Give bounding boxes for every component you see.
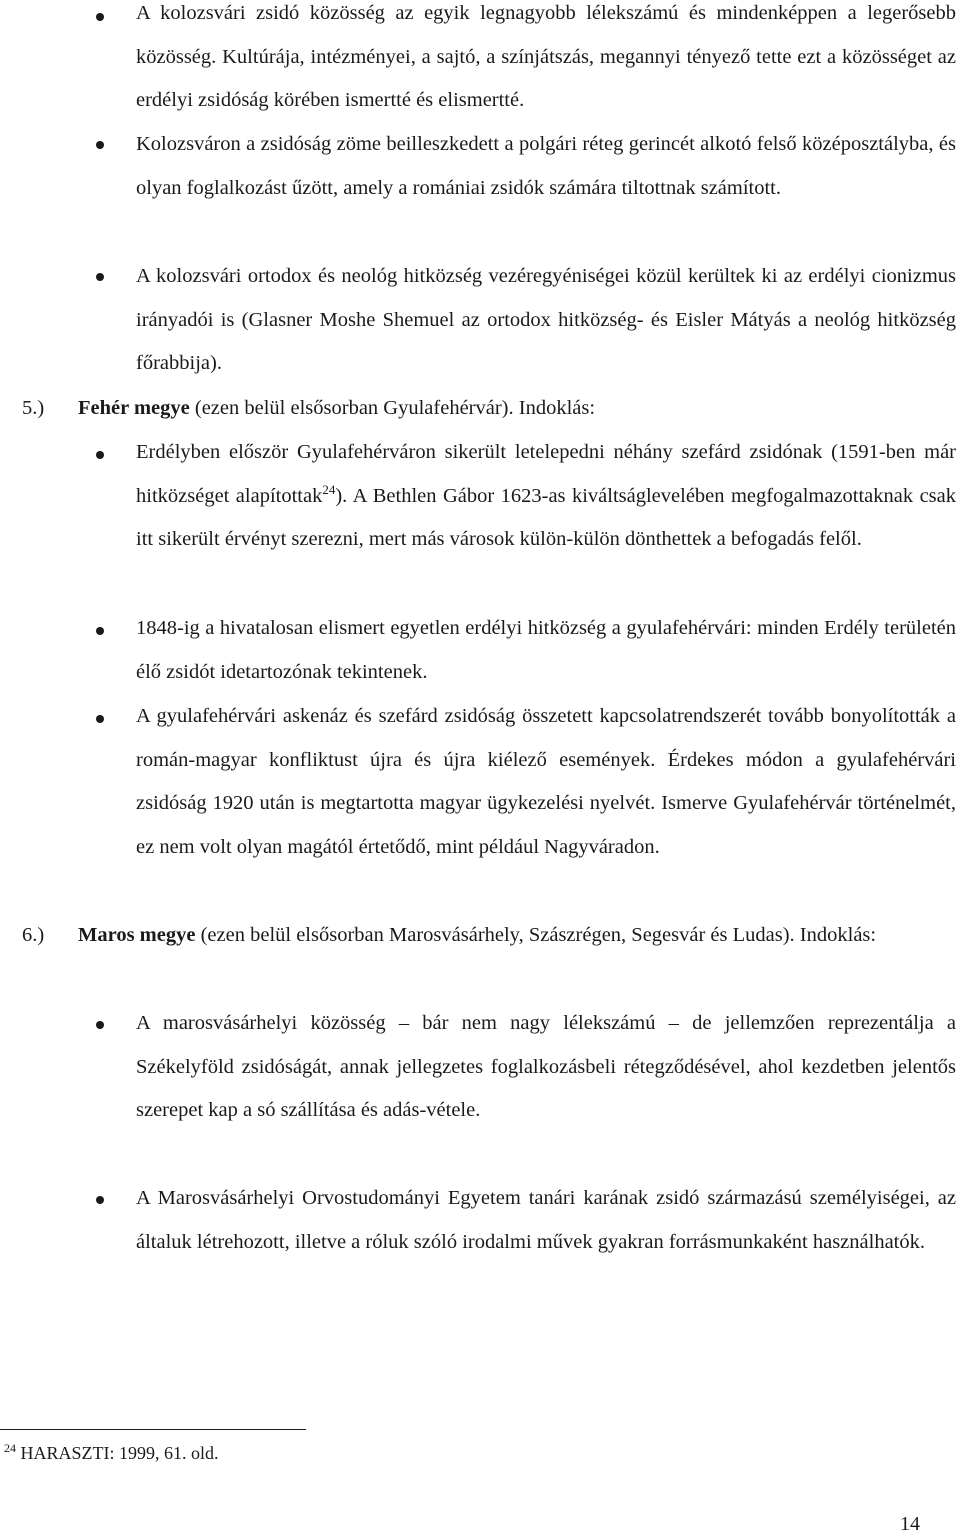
section-number: 5.) [22,397,45,419]
list-item: A marosvásárhelyi közösség – bár nem nagy lélekszámú – de jellemzően reprezentálja a Székelyföld zsidóságát, annak jellegzetes foglalkozásbeli rétegződésével, ahol kezdetben jelentős szerepet kap a só szállítása és adás-vétele. [136,1012,956,1121]
list-item: A Marosvásárhelyi Orvostudományi Egyetem tanári karának zsidó származású személyiségei, az általuk létrehozott, illetve a róluk szóló irodalmi művek gyakran forrásmunkaként használhatók. [136,1187,956,1253]
list-item-text: Erdélyben először Gyulafehérváron sikerült letelepedni néhány szefárd zsidónak (1591-ben már hitközséget alapítottak [136,441,956,507]
section-title: Fehér megye [78,397,190,419]
bullet-marker [96,13,104,21]
section-number: 6.) [22,924,45,946]
section-title: Maros megye [78,924,196,946]
bullet-marker [96,715,104,723]
page-number: 14 [900,1513,920,1535]
section-subtitle: (ezen belül elsősorban Marosvásárhely, Szászrégen, Segesvár és Ludas). Indoklás: [195,924,877,946]
list-item: 1848-ig a hivatalosan elismert egyetlen erdélyi hitközség a gyulafehérvári: minden Erdély területén élő zsidót idetartozónak tekintenek. [136,617,956,683]
bullet-marker [96,273,104,281]
bullet-marker [96,627,104,635]
bullet-marker [96,141,104,149]
list-item: A kolozsvári ortodox és neológ hitközség vezéregyéniségei közül kerültek ki az erdélyi cionizmus irányadói is (Glasner Moshe Shemuel az ortodox hitközség- és Eisler Mátyás a neológ hitközség főrabbija). [136,265,956,374]
bullet-marker [96,451,104,459]
footnote [4,1441,219,1464]
footnote-separator [0,1429,306,1430]
footnote-number: 24 [4,1441,16,1455]
section-subtitle: (ezen belül elsősorban Gyulafehérvár). Indoklás: [189,397,596,419]
footnote-text: HARASZTI: 1999, 61. old. [16,1443,219,1463]
bullet-marker [96,1021,104,1029]
list-item: Kolozsváron a zsidóság zöme beilleszkedett a polgári réteg gerincét alkotó felső középosztályba, és olyan foglalkozást űzött, amely a romániai zsidók számára tiltottnak számított. [136,133,956,199]
bullet-marker [96,1196,104,1204]
list-item [136,431,956,562]
list-item: A kolozsvári zsidó közösség az egyik legnagyobb lélekszámú és mindenképpen a legerősebb közösség. Kultúrája, intézményei, a sajtó, a színjátszás, megannyi tényező tette ezt a közösséget az erdélyi zsidóság körében ismertté és elismertté. [136,2,956,111]
list-item: A gyulafehérvári askenáz és szefárd zsidóság összetett kapcsolatrendszerét tovább bonyolították a román-magyar konfliktust újra és újra kiélező események. Érdekes módon a gyulafehérvári zsidóság 1920 után is megtartotta magyar ügykezelési nyelvét. Ismerve Gyulafehérvár történelmét, ez nem volt olyan magától értetődő, mint például Nagyváradon. [136,705,956,858]
section-heading-5 [22,387,956,431]
section-heading-6 [22,914,956,958]
list-item-text: ). A Bethlen Gábor 1623-as kiváltságlevelében megfogalmazottaknak csak itt sikerült érvényt szerezni, mert más városok külön-külön dönthettek a befogadás felől. [136,484,956,550]
footnote-reference[interactable]: 24 [322,481,336,497]
